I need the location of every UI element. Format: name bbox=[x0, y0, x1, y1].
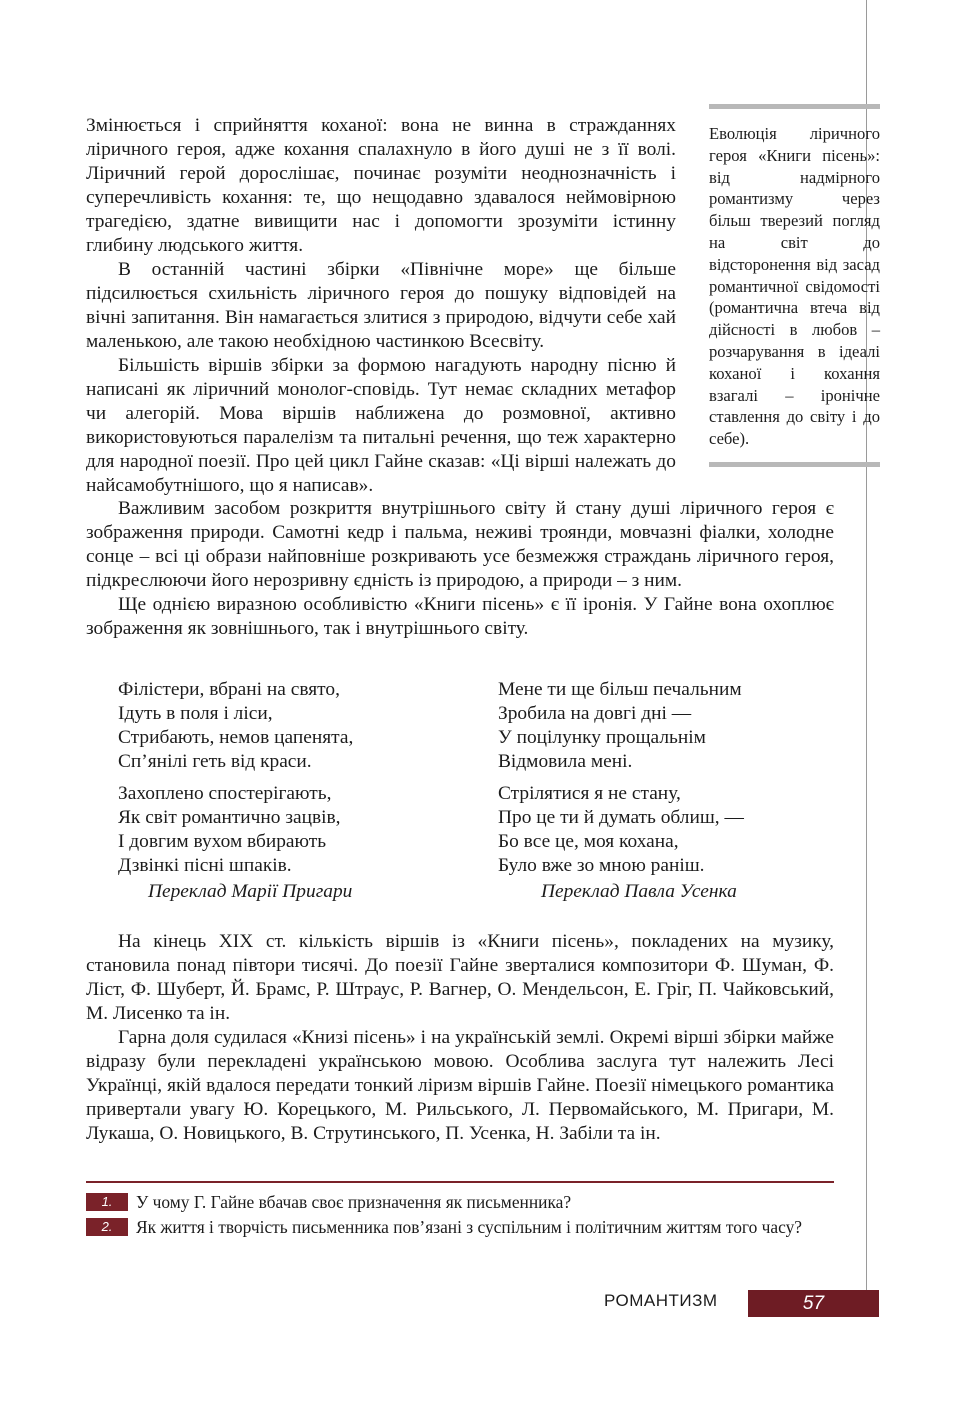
question-item bbox=[86, 1216, 834, 1238]
questions-rule bbox=[86, 1181, 834, 1183]
paragraph: Більшість віршів збірки за формою нагадують народну пісню й написані як ліричний монолог-сповідь. Тут немає складних метафор чи алегорій. Мова віршів наближена до розмовної, активно використовуються паралелізм та питальні речення, що теж характерно для народної поезії. Про цей цикл Гайне сказав: «Ці вірші належать до найсамобутнішого, що я написав». bbox=[86, 355, 676, 496]
poem-stanza bbox=[118, 678, 353, 774]
section-label: РОМАНТИЗМ bbox=[604, 1291, 718, 1310]
poem-line: Філістери, вбрані на свято, bbox=[118, 679, 340, 700]
paragraph: Важливим засобом розкриття внутрішнього світу й стану душі ліричного героя є зображення природи. Самотні кедр і пальма, неживі троянди, мовчазні фіалки, холодне сонце – всі ці образи найповніше розкривають усе безмежжя страждань ліричного героя, підкреслюючи його нерозривну єдність із природою, а природи – з ним. bbox=[86, 498, 834, 591]
poem-line: Сп’янілі геть від краси. bbox=[118, 751, 312, 772]
poem-left bbox=[118, 678, 353, 886]
poem-stanza bbox=[118, 782, 353, 878]
poem-line: І довгим вухом вбирають bbox=[118, 831, 327, 852]
poem-line: Бо все це, моя кохана, bbox=[498, 831, 679, 852]
poem-line: У поцілунку прощальнім bbox=[498, 727, 706, 748]
sidebar-bottom-rule bbox=[709, 462, 880, 467]
main-text-bottom bbox=[86, 930, 834, 1146]
question-item bbox=[86, 1191, 834, 1213]
paragraph: Ще однією виразною особливістю «Книги пісень» є її іронія. У Гайне вона охоплює зображення як зовнішнього, так і внутрішнього світу. bbox=[86, 594, 834, 639]
poem-stanza bbox=[498, 678, 744, 774]
translator-credit-right: Переклад Павла Усенка bbox=[541, 881, 737, 902]
page-number-block bbox=[748, 1290, 879, 1317]
poem-line: Було вже зо мною раніш. bbox=[498, 855, 705, 876]
question-text: Як життя і творчість письменника пов’язані з суспільним і політичним життям того часу? bbox=[136, 1217, 803, 1237]
poem-line: Мене ти ще більш печальним bbox=[498, 679, 742, 700]
main-text-top bbox=[86, 114, 676, 498]
poem-stanza bbox=[498, 782, 744, 878]
poem-line: Ідуть в поля і ліси, bbox=[118, 703, 273, 724]
question-number-badge: 2. bbox=[86, 1218, 128, 1236]
poem-line: Дзвінкі пісні шпаків. bbox=[118, 855, 292, 876]
page-number: 57 bbox=[802, 1293, 825, 1314]
poem-line: Про це ти й думать облиш, — bbox=[498, 807, 744, 828]
poem-line: Зробила на довгі дні — bbox=[498, 703, 692, 724]
question-number-badge: 1. bbox=[86, 1193, 128, 1211]
poem-line: Відмовила мені. bbox=[498, 751, 633, 772]
poem-line: Стрибають, немов цапенята, bbox=[118, 727, 354, 748]
question-text: У чому Г. Гайне вбачав своє призначення як письменника? bbox=[136, 1192, 572, 1212]
poem-right bbox=[498, 678, 744, 886]
paragraph: В останній частині збірки «Північне море» ще більше підсилюється схильність ліричного героя до пошуку відповідей на вічні запитання. Він намагається злитися з природою, відчути себе хай маленькою, але такою необхідною частинкою Всесвіту. bbox=[86, 259, 676, 352]
sidebar-note bbox=[709, 104, 880, 467]
paragraph: На кінець XIX ст. кількість віршів із «Книги пісень», покладених на музику, становила понад півтори тисячі. До поезії Гайне зверталися композитори Ф. Шуман, Ф. Ліст, Ф. Шуберт, Й. Брамс, Р. Штраус, Р. Вагнер, О. Мендельсон, Е. Гріг, П. Чайковський, М. Лисенко та ін. bbox=[86, 931, 834, 1024]
main-text-middle bbox=[86, 497, 834, 641]
translator-credit-left: Переклад Марії Пригари bbox=[148, 881, 353, 902]
paragraph: Змінюється і сприйняття коханої: вона не винна в стражданнях ліричного героя, адже кохання спалахнуло в його душі не з її волі. Ліричний герой дорослішає, починає розуміти неоднозначність і суперечливість кохання: те, що нещодавно здавалося неймовірною трагедією, здатне вивищити нас і допомогти зрозуміти істинну глибину людського життя. bbox=[86, 115, 676, 256]
poem-line: Як світ романтично зацвів, bbox=[118, 807, 341, 828]
paragraph: Гарна доля судилася «Книзі пісень» і на українській землі. Окремі вірші збірки майже відразу були перекладені українською мовою. Особлива заслуга тут належить Лесі Українці, якій вдалося передати тонкий ліризм віршів Гайне. Поезії німецького романтика привертали увагу Ю. Корецького, М. Рильського, Л. Первомайського, М. Пригари, М. Лукаша, О. Новицького, В. Струтинського, П. Усенка, Н. Забіли та ін. bbox=[86, 1027, 834, 1144]
sidebar-text: Еволюція ліричного героя «Книги пісень»: від надмірного романтизму через більш тверезий погляд на світ до відсторонення від засад романтичної свідомості (романтична втеча від дійсності в любов – розчарування в ідеалі коханої і кохання взагалі – іронічне ставлення до світу і до себе). bbox=[709, 124, 880, 449]
poem-line: Захоплено спостерігають, bbox=[118, 783, 332, 804]
poem-line: Стрілятися я не стану, bbox=[498, 783, 681, 804]
